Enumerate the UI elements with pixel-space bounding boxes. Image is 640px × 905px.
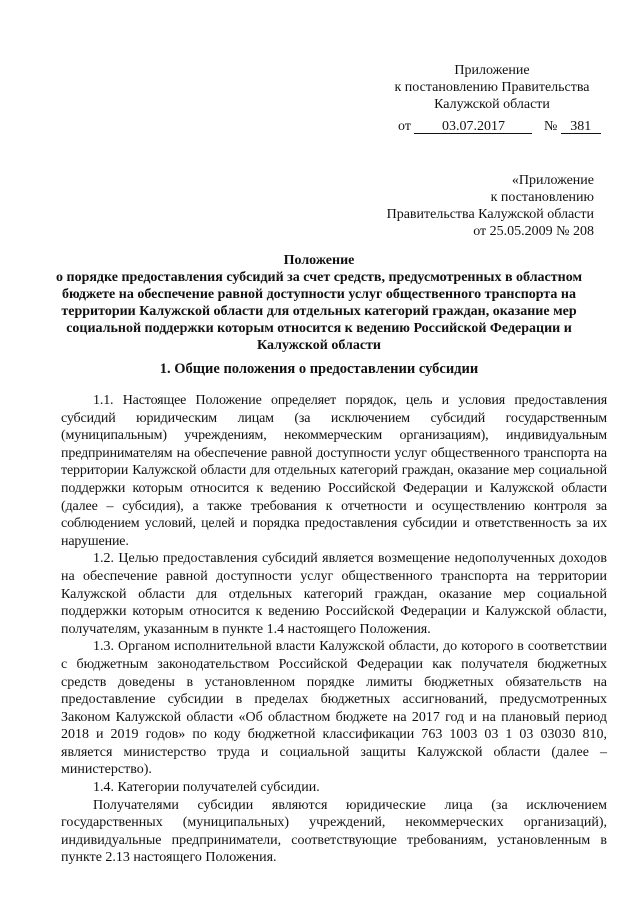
paragraph-1-3: 1.3. Органом исполнительной власти Калужской области, до которого в соответствии с бюджетным законодательством Российской Федерации как получателя бюджетных средств доведены в установленном порядке лимиты бюджетных обязательств на предоставление субсидии в пределах бюджетных ассигнований, предусмотренных Законом Калужской области «Об областном бюджете на 2017 год и на плановый период 2018 и 2019 годов» по коду бюджетной классификации 763 1003 03 1 03 03030 810, является министерство труда и социальной защиты Калужской области (далее – министерство). xyxy=(61,639,607,778)
document-title xyxy=(56,252,582,354)
section-heading: 1. Общие положения о предоставлении субсидии xyxy=(159,361,479,377)
decree-number: 381 xyxy=(561,118,601,134)
number-label: № xyxy=(543,119,558,134)
paragraph-1-1: 1.1. Настоящее Положение определяет порядок, цель и условия предоставления субсидий юридическим лицам (за исключением субсидий государственным (муниципальным) учреждениям, некоммерческим организациям), индивидуальным предпринимателям на обеспечение равной доступности услуг общественного транспорта на территории Калужской области для отдельных категорий граждан, оказание мер социальной поддержки которым относится к ведению Российской Федерации и Калужской области (далее – субсидия), а также требования к отчетности и осуществлению контроля за соблюдением условий, целей и порядка предоставления субсидии и ответственность за их нарушение. xyxy=(61,393,607,549)
from-label: от xyxy=(398,119,411,134)
decree-reference xyxy=(398,118,601,135)
section-body xyxy=(61,392,607,867)
original-appendix-line: от 25.05.2009 № 208 xyxy=(473,224,594,239)
title-line: Положение xyxy=(283,253,355,268)
original-appendix-line: Правительства Калужской области xyxy=(386,207,594,222)
appendix-header xyxy=(394,62,590,113)
paragraph-1-2: 1.2. Целью предоставления субсидий является возмещение недополученных доходов на обеспечение равной доступности услуг общественного транспорта на территории Калужской области для отдельных категорий граждан, оказание мер социальной поддержки которым относится к ведению Российской Федерации и Калужской области, получателям, указанным в пункте 1.4 настоящего Положения. xyxy=(61,551,607,637)
title-line: о порядке предоставления субсидий за счет средств, предусмотренных в областном xyxy=(56,270,582,285)
original-appendix-reference xyxy=(294,172,594,240)
appendix-header-line: к постановлению Правительства xyxy=(394,80,590,95)
appendix-header-line: Приложение xyxy=(454,63,530,78)
paragraph-1-4-text: Получателями субсидии являются юридические лица (за исключением государственных (муниципальных) учреждений, некоммерческих организаций), индивидуальные предприниматели, соответствующие требованиям, установленным в пункте 2.13 настоящего Положения. xyxy=(61,797,607,866)
original-appendix-line: «Приложение xyxy=(511,173,594,188)
title-line: Калужской области xyxy=(257,338,381,353)
appendix-header-line: Калужской области xyxy=(434,97,550,112)
title-line: территории Калужской области для отдельных категорий граждан, оказание мер xyxy=(61,304,577,319)
decree-date: 03.07.2017 xyxy=(414,118,532,134)
title-line: бюджете на обеспечение равной доступности услуг общественного транспорта на xyxy=(62,287,576,302)
paragraph-1-4: 1.4. Категории получателей субсидии. xyxy=(93,780,320,796)
title-line: социальной поддержки которым относится к ведению Российской Федерации и xyxy=(66,321,572,336)
original-appendix-line: к постановлению xyxy=(490,190,594,205)
